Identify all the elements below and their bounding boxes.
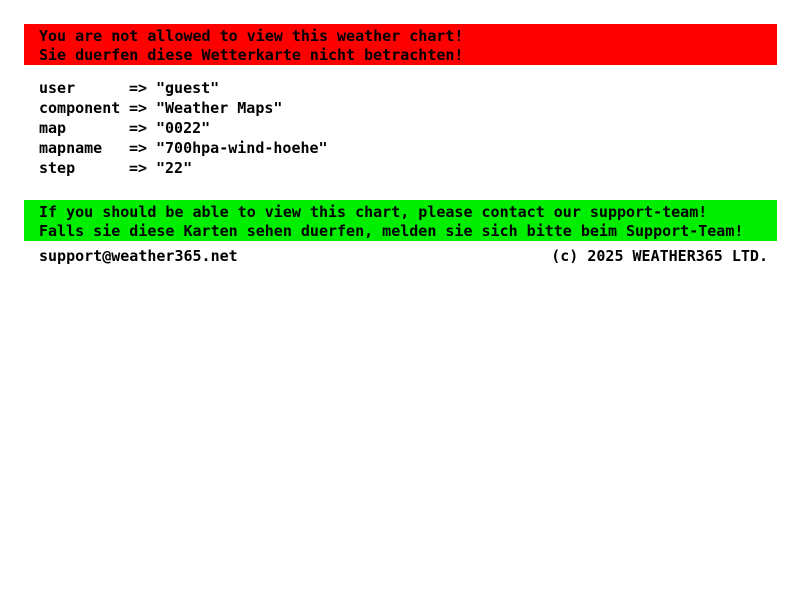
support-banner	[24, 200, 777, 241]
copyright-notice: (c) 2025 WEATHER365 LTD.	[551, 247, 768, 265]
support-banner-line-de: Falls sie diese Karten sehen duerfen, melden sie sich bitte beim Support-Team!	[39, 222, 744, 240]
support-banner-line-en: If you should be able to view this chart, please contact our support-team!	[39, 203, 708, 221]
detail-arrow: =>	[129, 139, 148, 157]
detail-key: map	[39, 119, 67, 137]
error-banner-line-de: Sie duerfen diese Wetterkarte nicht betrachten!	[39, 46, 464, 64]
detail-row-user	[39, 78, 328, 98]
support-email: support@weather365.net	[39, 247, 238, 265]
detail-arrow: =>	[129, 79, 148, 97]
detail-arrow: =>	[129, 119, 148, 137]
detail-arrow: =>	[129, 99, 148, 117]
detail-key: component	[39, 99, 121, 117]
detail-value: "700hpa-wind-hoehe"	[156, 139, 328, 157]
detail-key: user	[39, 79, 76, 97]
detail-arrow: =>	[129, 159, 148, 177]
request-details	[39, 78, 328, 178]
detail-value: "22"	[156, 159, 193, 177]
footer	[39, 246, 768, 266]
detail-key: step	[39, 159, 76, 177]
detail-value: "guest"	[156, 79, 220, 97]
detail-row-step	[39, 158, 328, 178]
detail-row-map	[39, 118, 328, 138]
error-banner	[24, 24, 777, 65]
detail-row-component	[39, 98, 328, 118]
detail-key: mapname	[39, 139, 103, 157]
detail-value: "Weather Maps"	[156, 99, 283, 117]
detail-row-mapname	[39, 138, 328, 158]
detail-value: "0022"	[156, 119, 211, 137]
error-banner-line-en: You are not allowed to view this weather chart!	[39, 27, 464, 45]
